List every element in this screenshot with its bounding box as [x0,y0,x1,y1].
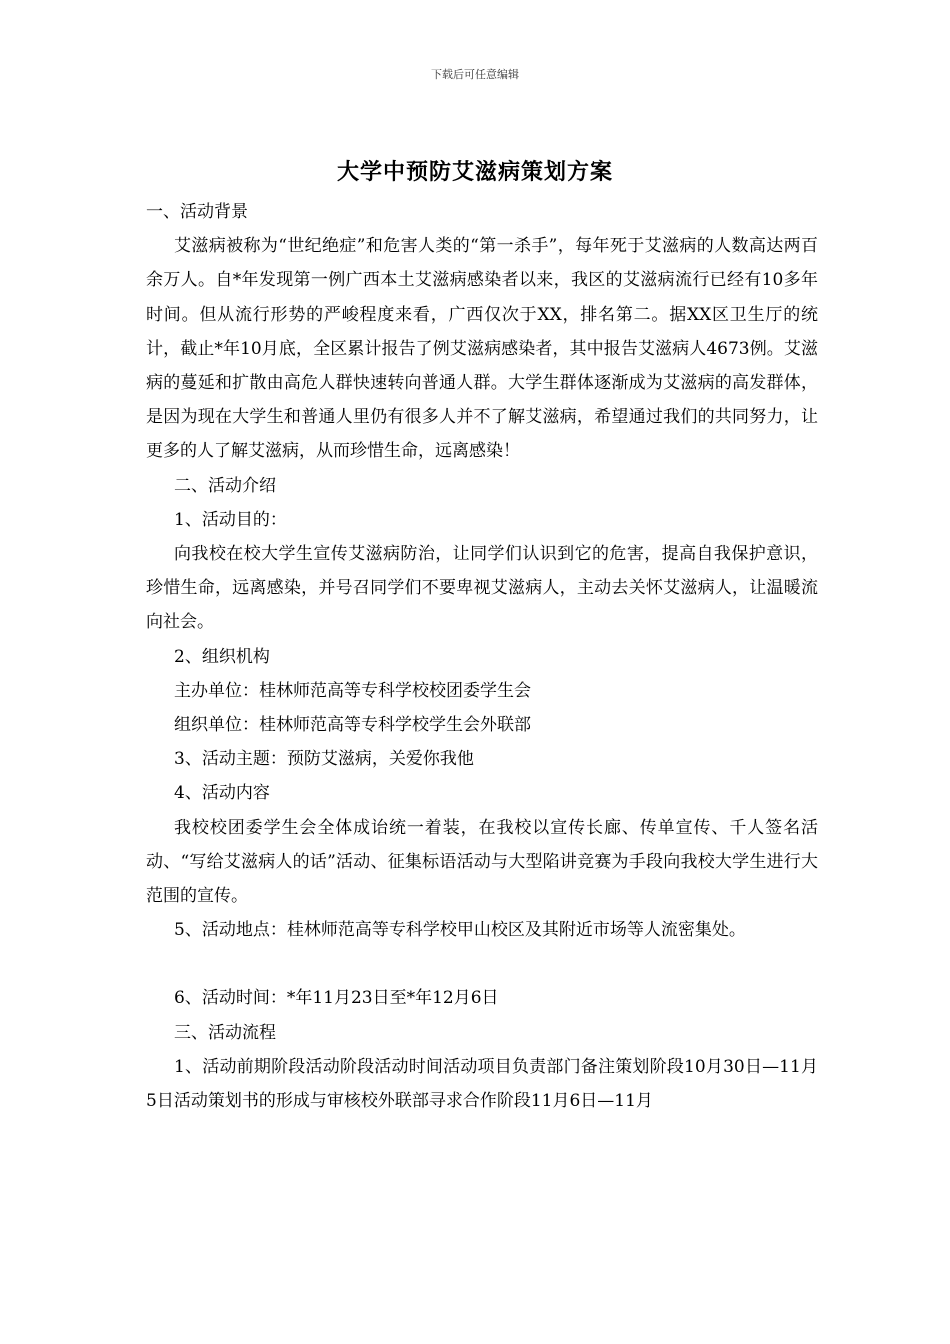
activity-location: 5、活动地点：桂林师范高等专科学校甲山校区及其附近市场等人流密集处。 [174,920,746,941]
subheading-purpose: 1、活动目的： [174,509,287,530]
organizer-unit: 组织单位：桂林师范高等专科学校学生会外联部 [174,715,531,736]
paragraph-process: 1、活动前期阶段活动阶段活动时间活动项目负责部门备注策划阶段10月30日—11月5日活动策划书的形成与审核校外联部寻求合作阶段11月6日—11月 [146,1056,818,1112]
section-heading-process: 三、活动流程 [174,1022,276,1043]
page-header-note: 下载后可任意编辑 [431,68,519,81]
paragraph-purpose: 向我校在校大学生宣传艾滋病防治，让同学们认识到它的危害，提高自我保护意识，珍惜生命，远离感染，并号召同学们不要卑视艾滋病人，主动去关怀艾滋病人，让温暖流向社会。 [146,544,818,633]
blank-line [146,947,818,981]
activity-time: 6、活动时间：*年11月23日至*年12月6日 [174,988,499,1009]
paragraph-content: 我校校团委学生会全体成诒统一着装，在我校以宣传长廊、传单宣传、千人签名活动、“写给艾滋病人的话”活动、征集标语活动与大型陷讲竞赛为手段向我校大学生进行大范围的宣传。 [146,817,818,907]
section-heading-background: 一、活动背景 [146,202,248,222]
paragraph-background: 艾滋病被称为“世纪绝症”和危害人类的“第一杀手”，每年死于艾滋病的人数高达两百余万人。自*年发现第一例广西本土艾滋病感染者以来，我区的艾滋病流行已经有10多年时间。但从流行形势的严峻程度来看，广西仅次于XX，排名第二。据XX区卫生厅的统计，截止*年10月底，全区累计报告了例艾滋病感染者，其中报告艾滋病人4673例。艾滋病的蔓延和扩散由高危人群快速转向普通人群。大学生群体逐渐成为艾滋病的高发群体，是因为现在大学生和普通人里仍有很多人并不了解艾滋病，希望通过我们的共同努力，让更多的人了解艾滋病，从而珍惜生命，远离感染！ [146,236,818,462]
subheading-content: 4、活动内容 [174,783,270,804]
document-title: 大学中预防艾滋病策划方案 [336,159,613,185]
subheading-organization: 2、组织机构 [174,646,270,667]
host-unit: 主办单位：桂林师范高等专科学校校团委学生会 [174,680,531,701]
section-heading-introduction: 二、活动介绍 [174,475,276,496]
subheading-theme: 3、活动主题：预防艾滋病，关爱你我他 [174,749,474,770]
document-body [146,195,818,1118]
